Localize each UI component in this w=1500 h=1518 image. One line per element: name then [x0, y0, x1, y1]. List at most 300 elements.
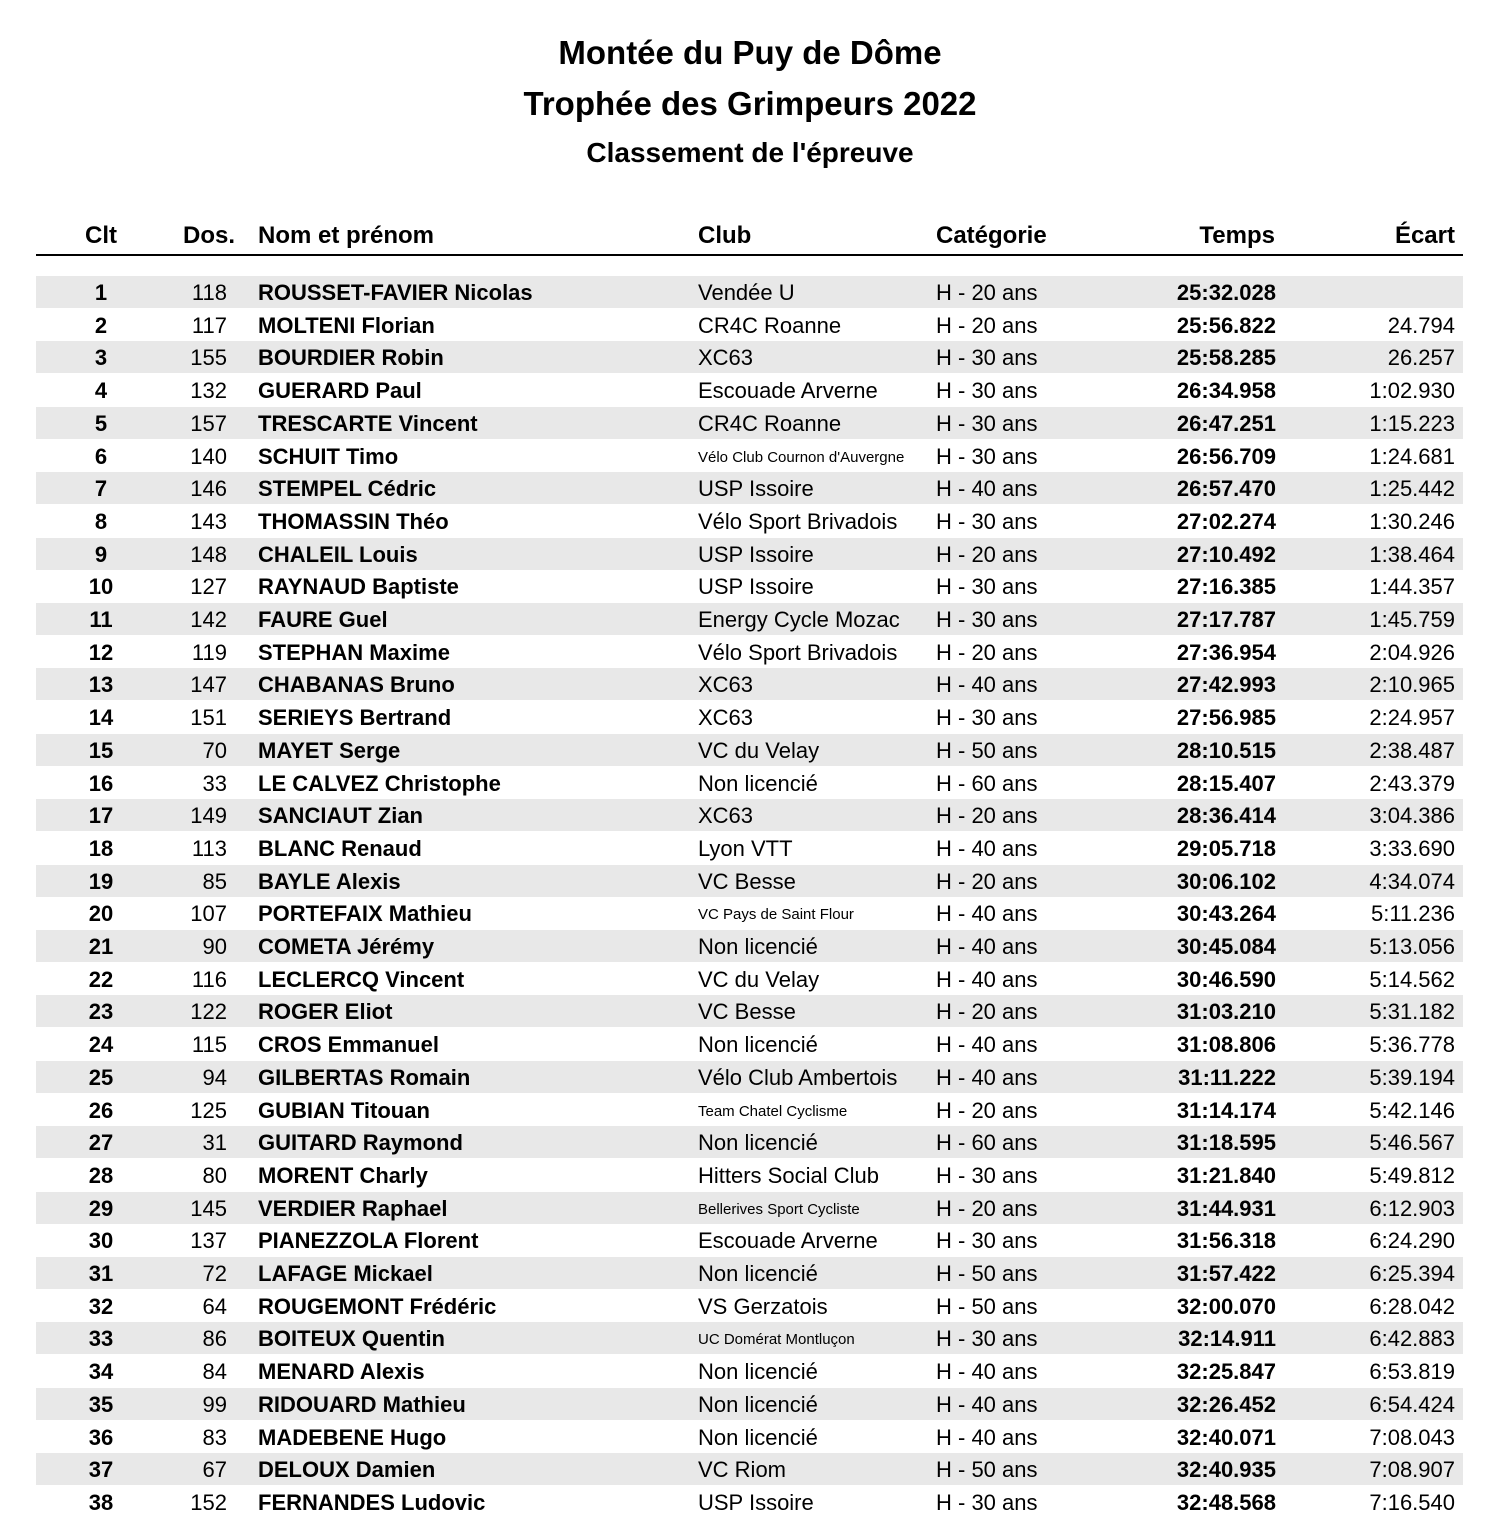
club-cell: CR4C Roanne: [698, 410, 842, 436]
bib-cell: 67: [202, 1457, 227, 1483]
time-cell: 30:46.590: [1176, 966, 1276, 992]
table-row: [36, 1094, 1463, 1126]
club-cell: Vendée U: [698, 280, 795, 305]
table-row: [36, 963, 1463, 995]
rank-cell: 13: [88, 672, 114, 698]
club-cell: VC Riom: [698, 1457, 787, 1483]
club-cell: Non licencié: [698, 1424, 818, 1450]
bib-cell: 149: [190, 803, 227, 829]
rider-name-cell: GUERARD Paul: [258, 378, 422, 404]
category-cell: H - 40 ans: [936, 476, 1038, 502]
category-cell: H - 30 ans: [936, 378, 1038, 404]
gap-cell: 6:28.042: [1369, 1293, 1455, 1319]
time-cell: 25:56.822: [1176, 312, 1276, 338]
col-header-dos: Dos.: [182, 222, 235, 249]
gap-cell: 5:39.194: [1369, 1064, 1455, 1090]
category-cell: H - 40 ans: [936, 1064, 1038, 1090]
table-row: [36, 897, 1463, 929]
gap-cell: 1:02.930: [1369, 378, 1455, 404]
gap-cell: 6:42.883: [1369, 1326, 1455, 1352]
gap-cell: 5:49.812: [1369, 1162, 1455, 1188]
category-cell: H - 20 ans: [936, 1195, 1038, 1221]
table-row: [36, 734, 1463, 766]
club-cell: Non licencié: [698, 1359, 818, 1385]
gap-cell: 24.794: [1387, 312, 1455, 338]
bib-cell: 148: [190, 541, 227, 567]
club-cell: Non licencié: [698, 1032, 818, 1058]
gap-cell: 1:15.223: [1369, 410, 1455, 436]
table-row: [36, 276, 1463, 308]
club-cell: VC Pays de Saint Flour: [698, 906, 854, 924]
rider-name-cell: MADEBENE Hugo: [258, 1424, 447, 1450]
rank-cell: 21: [88, 934, 114, 959]
time-cell: 31:18.595: [1176, 1130, 1276, 1156]
category-cell: H - 60 ans: [936, 1130, 1038, 1156]
category-cell: H - 30 ans: [936, 607, 1038, 632]
club-cell: Non licencié: [698, 1391, 818, 1417]
category-cell: H - 30 ans: [936, 410, 1038, 436]
rank-cell: 3: [94, 345, 108, 371]
category-cell: H - 30 ans: [936, 1228, 1038, 1254]
category-cell: H - 20 ans: [936, 639, 1038, 665]
rank-cell: 34: [88, 1359, 114, 1385]
time-cell: 32:40.935: [1176, 1457, 1276, 1483]
rank-cell: 8: [94, 508, 108, 534]
table-row: [36, 1126, 1463, 1158]
table-row: [36, 374, 1463, 406]
club-cell: USP Issoire: [698, 476, 814, 502]
page-title: Montée du Puy de Dôme: [558, 34, 942, 71]
gap-cell: 1:25.442: [1369, 476, 1455, 502]
time-cell: 25:58.285: [1176, 345, 1276, 371]
rider-name-cell: LE CALVEZ Christophe: [258, 770, 501, 796]
bib-cell: 80: [202, 1162, 227, 1188]
rank-cell: 36: [88, 1424, 114, 1450]
club-cell: USP Issoire: [698, 541, 814, 567]
bib-cell: 142: [190, 607, 227, 632]
time-cell: 32:00.070: [1176, 1293, 1276, 1319]
bib-cell: 116: [191, 966, 227, 992]
rank-cell: 10: [88, 574, 114, 600]
rider-name-cell: LAFAGE Mickael: [258, 1261, 433, 1286]
col-header-time: Temps: [1199, 222, 1275, 249]
rider-name-cell: STEMPEL Cédric: [258, 476, 437, 502]
club-cell: VC Besse: [698, 999, 796, 1025]
rider-name-cell: CHABANAS Bruno: [258, 672, 455, 698]
rider-name-cell: GILBERTAS Romain: [258, 1064, 471, 1090]
table-row: [36, 1061, 1463, 1093]
page-subtitle: Trophée des Grimpeurs 2022: [523, 85, 977, 122]
category-cell: H - 30 ans: [936, 345, 1038, 371]
col-header-category: Catégorie: [936, 222, 1047, 249]
category-cell: H - 20 ans: [936, 541, 1038, 567]
rider-name-cell: BOITEUX Quentin: [258, 1326, 445, 1352]
bib-cell: 84: [202, 1359, 227, 1385]
club-cell: Energy Cycle Mozac: [698, 607, 900, 632]
gap-cell: 7:08.907: [1369, 1457, 1455, 1483]
table-row: [36, 832, 1463, 864]
time-cell: 25:32.028: [1176, 280, 1276, 305]
rank-cell: 9: [94, 541, 108, 567]
gap-cell: 5:14.562: [1369, 966, 1455, 992]
header-divider: [36, 254, 1463, 256]
time-cell: 31:14.174: [1176, 1097, 1276, 1123]
table-row: [36, 570, 1463, 602]
rider-name-cell: SCHUIT Timo: [258, 443, 399, 469]
rank-cell: 15: [88, 737, 114, 763]
table-row: [36, 472, 1463, 504]
time-cell: 27:56.985: [1176, 705, 1276, 731]
category-cell: H - 50 ans: [936, 1293, 1038, 1319]
bib-cell: 146: [190, 476, 227, 502]
club-cell: Non licencié: [698, 770, 818, 796]
category-cell: H - 40 ans: [936, 1391, 1038, 1417]
table-row: [36, 1355, 1463, 1387]
bib-cell: 125: [190, 1097, 227, 1123]
category-cell: H - 40 ans: [936, 1032, 1038, 1058]
gap-cell: 5:46.567: [1369, 1130, 1455, 1156]
rank-cell: 5: [94, 410, 108, 436]
gap-cell: 2:38.487: [1369, 737, 1455, 763]
category-cell: H - 20 ans: [936, 280, 1038, 305]
category-cell: H - 30 ans: [936, 508, 1038, 534]
rider-name-cell: SANCIAUT Zian: [258, 803, 423, 829]
rider-name-cell: ROUSSET-FAVIER Nicolas: [258, 280, 533, 305]
table-row: [36, 1388, 1463, 1420]
rider-name-cell: FERNANDES Ludovic: [258, 1489, 486, 1515]
time-cell: 26:34.958: [1176, 378, 1276, 404]
gap-cell: 6:12.903: [1369, 1195, 1455, 1221]
club-cell: Vélo Sport Brivadois: [698, 508, 898, 534]
bib-cell: 145: [190, 1195, 227, 1221]
rider-name-cell: MOLTENI Florian: [258, 312, 435, 338]
table-row: [36, 1421, 1463, 1453]
rider-name-cell: MORENT Charly: [258, 1162, 428, 1188]
club-cell: Lyon VTT: [698, 835, 793, 861]
bib-cell: 151: [190, 705, 227, 731]
table-row: [36, 538, 1463, 570]
category-cell: H - 50 ans: [936, 1457, 1038, 1483]
table-row: [36, 1486, 1463, 1518]
rider-name-cell: SERIEYS Bertrand: [258, 705, 452, 731]
rider-name-cell: PIANEZZOLA Florent: [258, 1228, 479, 1254]
gap-cell: 2:04.926: [1369, 639, 1455, 665]
table-row: [36, 1028, 1463, 1060]
category-cell: H - 40 ans: [936, 835, 1038, 861]
bib-cell: 143: [190, 508, 227, 534]
club-cell: VC du Velay: [698, 966, 820, 992]
bib-cell: 119: [191, 639, 227, 665]
table-row: [36, 767, 1463, 799]
category-cell: H - 30 ans: [936, 1326, 1038, 1352]
bib-cell: 115: [191, 1032, 227, 1058]
table-row: [36, 1224, 1463, 1256]
category-cell: H - 40 ans: [936, 934, 1038, 959]
category-cell: H - 30 ans: [936, 443, 1038, 469]
bib-cell: 31: [202, 1130, 227, 1156]
gap-cell: 26.257: [1387, 345, 1455, 371]
club-cell: Hitters Social Club: [698, 1162, 879, 1188]
time-cell: 29:05.718: [1176, 835, 1276, 861]
col-header-clt: Clt: [85, 222, 117, 249]
time-cell: 31:57.422: [1176, 1261, 1276, 1286]
rank-cell: 18: [88, 835, 114, 861]
club-cell: Vélo Club Ambertois: [698, 1064, 898, 1090]
table-row: [36, 636, 1463, 668]
time-cell: 26:57.470: [1176, 476, 1276, 502]
table-row: [36, 1453, 1463, 1485]
time-cell: 32:25.847: [1176, 1359, 1276, 1385]
club-cell: XC63: [698, 803, 754, 829]
rank-cell: 11: [89, 607, 113, 632]
time-cell: 31:03.210: [1176, 999, 1276, 1025]
table-row: [36, 440, 1463, 472]
rank-cell: 17: [88, 803, 114, 829]
gap-cell: 1:45.759: [1369, 607, 1455, 632]
gap-cell: 2:10.965: [1369, 672, 1455, 698]
rank-cell: 33: [88, 1326, 114, 1352]
gap-cell: 5:31.182: [1369, 999, 1455, 1025]
bib-cell: 99: [202, 1391, 227, 1417]
rank-cell: 35: [88, 1391, 114, 1417]
section-title: Classement de l'épreuve: [586, 137, 914, 168]
rank-cell: 23: [88, 999, 114, 1025]
bib-cell: 132: [190, 378, 227, 404]
bib-cell: 117: [191, 312, 227, 338]
rank-cell: 16: [88, 770, 114, 796]
bib-cell: 118: [191, 280, 227, 305]
table-row: [36, 1159, 1463, 1191]
table-row: [36, 505, 1463, 537]
gap-cell: 7:16.540: [1369, 1489, 1455, 1515]
rider-name-cell: PORTEFAIX Mathieu: [258, 901, 472, 927]
rider-name-cell: DELOUX Damien: [258, 1457, 436, 1483]
category-cell: H - 50 ans: [936, 737, 1038, 763]
col-header-gap: Écart: [1394, 222, 1455, 249]
time-cell: 28:36.414: [1176, 803, 1276, 829]
category-cell: H - 40 ans: [936, 1424, 1038, 1450]
table-row: [36, 603, 1463, 635]
gap-cell: 2:43.379: [1369, 770, 1455, 796]
rank-cell: 14: [88, 705, 114, 731]
club-cell: Team Chatel Cyclisme: [698, 1102, 848, 1120]
time-cell: 26:47.251: [1176, 410, 1276, 436]
category-cell: H - 30 ans: [936, 1162, 1038, 1188]
gap-cell: 6:25.394: [1369, 1261, 1455, 1286]
category-cell: H - 20 ans: [936, 1097, 1038, 1123]
rider-name-cell: BOURDIER Robin: [258, 345, 444, 371]
rider-name-cell: CROS Emmanuel: [258, 1032, 439, 1058]
club-cell: CR4C Roanne: [698, 312, 842, 338]
rank-cell: 22: [88, 966, 114, 992]
rider-name-cell: MAYET Serge: [258, 737, 401, 763]
club-cell: Escouade Arverne: [698, 1228, 878, 1254]
category-cell: H - 40 ans: [936, 901, 1038, 927]
table-row: [36, 799, 1463, 831]
bib-cell: 137: [190, 1228, 227, 1254]
table-row: [36, 668, 1463, 700]
rider-name-cell: FAURE Guel: [258, 607, 388, 632]
rider-name-cell: ROUGEMONT Frédéric: [258, 1293, 497, 1319]
bib-cell: 122: [190, 999, 227, 1025]
rider-name-cell: BAYLE Alexis: [258, 868, 401, 894]
time-cell: 26:56.709: [1176, 443, 1276, 469]
rank-cell: 4: [94, 378, 108, 404]
club-cell: Non licencié: [698, 1130, 818, 1156]
rank-cell: 1: [94, 280, 108, 305]
bib-cell: 64: [202, 1293, 227, 1319]
bib-cell: 70: [202, 737, 227, 763]
club-cell: Non licencié: [698, 1261, 818, 1286]
rider-name-cell: RAYNAUD Baptiste: [258, 574, 459, 600]
bib-cell: 157: [190, 410, 227, 436]
rider-name-cell: CHALEIL Louis: [258, 541, 418, 567]
time-cell: 27:10.492: [1176, 541, 1276, 567]
table-row: [36, 701, 1463, 733]
bib-cell: 94: [202, 1064, 227, 1090]
time-cell: 31:08.806: [1176, 1032, 1276, 1058]
gap-cell: 5:42.146: [1369, 1097, 1455, 1123]
time-cell: 32:40.071: [1176, 1424, 1276, 1450]
time-cell: 28:15.407: [1176, 770, 1276, 796]
gap-cell: 1:44.357: [1369, 574, 1455, 600]
gap-cell: 6:54.424: [1369, 1391, 1455, 1417]
rider-name-cell: VERDIER Raphael: [258, 1195, 448, 1221]
club-cell: Vélo Sport Brivadois: [698, 639, 898, 665]
gap-cell: 1:30.246: [1369, 508, 1455, 534]
bib-cell: 155: [190, 345, 227, 371]
time-cell: 27:16.385: [1176, 574, 1276, 600]
bib-cell: 72: [202, 1261, 227, 1286]
category-cell: H - 50 ans: [936, 1261, 1038, 1286]
table-row: [36, 341, 1463, 373]
rank-cell: 26: [88, 1097, 114, 1123]
time-cell: 27:42.993: [1176, 672, 1276, 698]
category-cell: H - 20 ans: [936, 803, 1038, 829]
rank-cell: 25: [88, 1064, 114, 1090]
category-cell: H - 30 ans: [936, 1489, 1038, 1515]
category-cell: H - 40 ans: [936, 1359, 1038, 1385]
time-cell: 27:17.787: [1176, 607, 1276, 632]
time-cell: 27:02.274: [1176, 508, 1276, 534]
bib-cell: 90: [202, 934, 227, 959]
rank-cell: 12: [88, 639, 114, 665]
category-cell: H - 40 ans: [936, 672, 1038, 698]
time-cell: 31:21.840: [1176, 1162, 1276, 1188]
gap-cell: 7:08.043: [1369, 1424, 1455, 1450]
time-cell: 30:06.102: [1176, 868, 1276, 894]
rider-name-cell: ROGER Eliot: [258, 999, 393, 1025]
rider-name-cell: THOMASSIN Théo: [258, 508, 449, 534]
table-row: [36, 930, 1463, 962]
table-row: [36, 1192, 1463, 1224]
category-cell: H - 20 ans: [936, 999, 1038, 1025]
category-cell: H - 30 ans: [936, 705, 1038, 731]
bib-cell: 86: [202, 1326, 227, 1352]
club-cell: VC du Velay: [698, 737, 820, 763]
bib-cell: 147: [190, 672, 227, 698]
time-cell: 30:43.264: [1176, 901, 1276, 927]
gap-cell: 5:13.056: [1369, 934, 1455, 959]
col-header-name: Nom et prénom: [258, 222, 435, 249]
rank-cell: 2: [94, 312, 108, 338]
bib-cell: 33: [202, 770, 227, 796]
category-cell: H - 20 ans: [936, 868, 1038, 894]
category-cell: H - 30 ans: [936, 574, 1038, 600]
rank-cell: 29: [88, 1195, 114, 1221]
club-cell: VS Gerzatois: [698, 1293, 828, 1319]
gap-cell: 1:38.464: [1369, 541, 1455, 567]
time-cell: 27:36.954: [1176, 639, 1276, 665]
time-cell: 31:56.318: [1176, 1228, 1276, 1254]
rank-cell: 32: [88, 1293, 114, 1319]
rider-name-cell: STEPHAN Maxime: [258, 639, 450, 665]
gap-cell: 3:33.690: [1369, 835, 1455, 861]
time-cell: 28:10.515: [1176, 737, 1276, 763]
category-cell: H - 20 ans: [936, 312, 1038, 338]
club-cell: USP Issoire: [698, 574, 814, 600]
bib-cell: 107: [190, 901, 227, 927]
rank-cell: 28: [88, 1162, 114, 1188]
rider-name-cell: TRESCARTE Vincent: [258, 410, 478, 436]
club-cell: XC63: [698, 345, 754, 371]
rank-cell: 7: [94, 476, 108, 502]
time-cell: 31:11.222: [1178, 1064, 1276, 1090]
rank-cell: 19: [88, 868, 114, 894]
club-cell: UC Domérat Montluçon: [698, 1331, 855, 1349]
col-header-club: Club: [698, 222, 752, 249]
rider-name-cell: GUITARD Raymond: [258, 1130, 463, 1156]
rank-cell: 6: [94, 443, 108, 469]
rider-name-cell: GUBIAN Titouan: [258, 1097, 430, 1123]
gap-cell: 5:11.236: [1370, 901, 1455, 927]
club-cell: USP Issoire: [698, 1489, 814, 1515]
table-row: [36, 309, 1463, 341]
rank-cell: 27: [88, 1130, 114, 1156]
gap-cell: 6:53.819: [1369, 1359, 1455, 1385]
gap-cell: 1:24.681: [1369, 443, 1455, 469]
time-cell: 32:26.452: [1176, 1391, 1276, 1417]
bib-cell: 85: [202, 868, 227, 894]
category-cell: H - 40 ans: [936, 966, 1038, 992]
gap-cell: 2:24.957: [1369, 705, 1455, 731]
table-row: [36, 1290, 1463, 1322]
bib-cell: 83: [202, 1424, 227, 1450]
rider-name-cell: LECLERCQ Vincent: [258, 966, 465, 992]
rider-name-cell: RIDOUARD Mathieu: [258, 1391, 466, 1417]
time-cell: 32:48.568: [1176, 1489, 1276, 1515]
gap-cell: 6:24.290: [1369, 1228, 1455, 1254]
club-cell: Bellerives Sport Cycliste: [698, 1200, 860, 1218]
bib-cell: 127: [190, 574, 227, 600]
table-row: [36, 1322, 1463, 1354]
category-cell: H - 60 ans: [936, 770, 1038, 796]
club-cell: XC63: [698, 672, 754, 698]
club-cell: Non licencié: [698, 934, 818, 959]
rider-name-cell: COMETA Jérémy: [258, 934, 435, 959]
bib-cell: 113: [191, 835, 227, 861]
gap-cell: 5:36.778: [1369, 1032, 1455, 1058]
rank-cell: 31: [88, 1261, 114, 1286]
time-cell: 32:14.911: [1178, 1326, 1276, 1352]
club-cell: VC Besse: [698, 868, 796, 894]
rank-cell: 24: [88, 1032, 114, 1058]
time-cell: 31:44.931: [1176, 1195, 1276, 1221]
rank-cell: 38: [88, 1489, 114, 1515]
bib-cell: 152: [190, 1489, 227, 1515]
time-cell: 30:45.084: [1176, 934, 1276, 959]
rider-name-cell: BLANC Renaud: [258, 835, 422, 861]
